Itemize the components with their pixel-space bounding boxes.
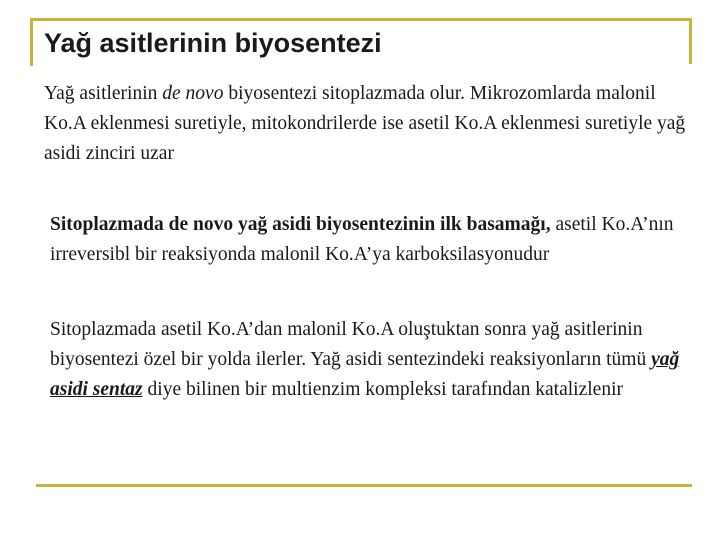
slide-title: Yağ asitlerinin biyosentezi xyxy=(44,28,382,58)
paragraph-synthase xyxy=(50,315,690,405)
intro-text-a: Yağ asitlerinin xyxy=(44,83,163,104)
first-step-bold: Sitoplazmada de novo yağ asidi biyosentezinin ilk basamağı, xyxy=(50,214,551,235)
synthase-text-a: Sitoplazmada asetil Ko.A’dan malonil Ko.A oluştuktan sonra yağ asitlerinin biyosentezi özel bir yolda ilerler. Yağ asidi sentezindeki reaksiyonların tümü xyxy=(50,319,652,370)
paragraph-first-step xyxy=(50,210,690,270)
synthase-emphasis: yağ asidi sentaz xyxy=(50,349,680,400)
frame-top-line xyxy=(30,18,692,21)
intro-italic-de-novo: de novo xyxy=(162,83,224,104)
synthase-text-b: diye bilinen bir multienzim kompleksi tarafından katalizlenir xyxy=(142,379,623,400)
frame-bottom-line xyxy=(36,484,692,487)
frame-right-line xyxy=(689,18,692,64)
frame-left-line xyxy=(30,18,33,66)
intro-text-b: biyosentezi sitoplazmada olur. Mikrozomlarda malonil Ko.A eklenmesi suretiyle, mitokondrilerde ise asetil Ko.A eklenmesi suretiyle yağ asidi zinciri uzar xyxy=(44,83,686,164)
first-step-text: asetil Ko.A’nın irreversibl bir reaksiyonda malonil Ko.A’ya karboksilasyonudur xyxy=(50,214,674,265)
paragraph-intro xyxy=(44,79,694,169)
